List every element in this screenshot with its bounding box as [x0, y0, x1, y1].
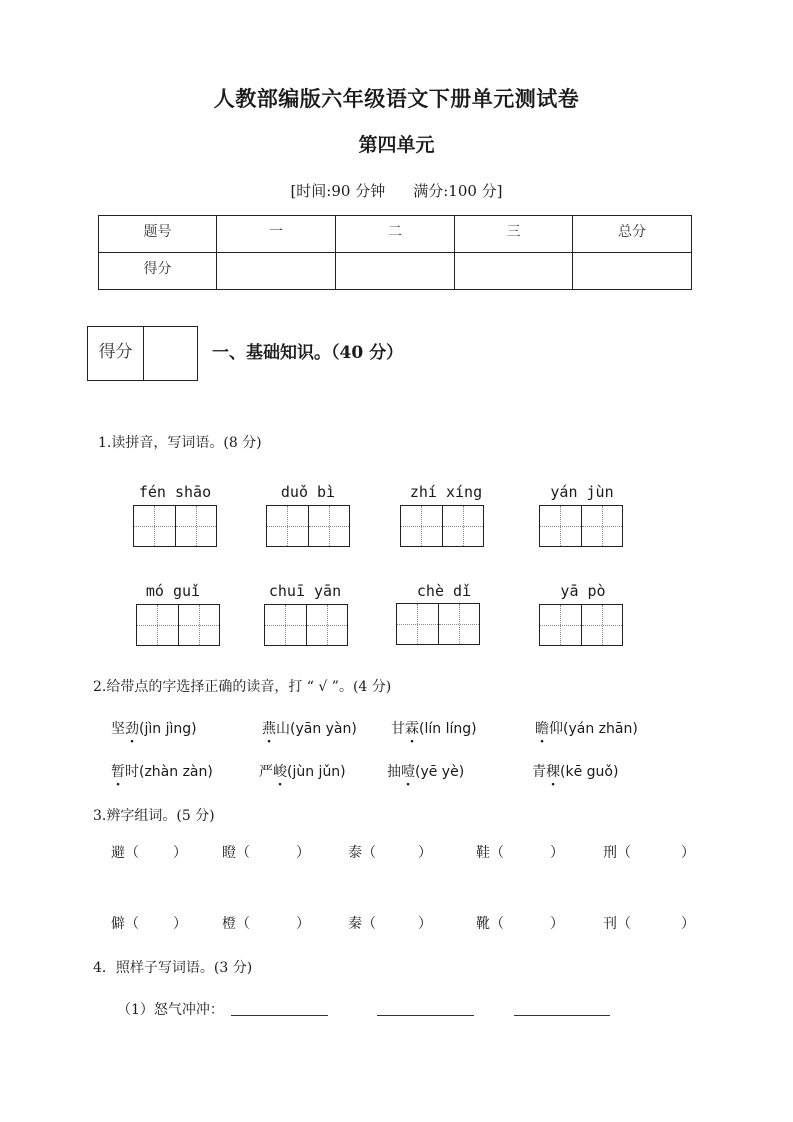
writing-grid[interactable]: [266, 505, 350, 547]
reading-options: (yān yàn): [290, 721, 357, 737]
pinyin-label: chè dǐ: [416, 582, 472, 600]
question-4-prompt: 4．照样子写词语。(3 分): [93, 960, 253, 976]
question-2-prompt: 2.给带点的字选择正确的读音，打 “ √ ”。(4 分): [93, 679, 392, 695]
reading-options: (zhàn zàn): [139, 764, 213, 780]
writing-grid[interactable]: [396, 603, 480, 645]
score-table-score-row: [99, 253, 692, 290]
answer-blank[interactable]: [377, 1001, 474, 1016]
reading-item[interactable]: 燕山(yān yàn): [262, 718, 357, 738]
pinyin-label: fén shāo: [138, 483, 212, 501]
pinyin-label: duǒ bì: [280, 483, 336, 501]
word-build-item[interactable]: 刑（ ）: [603, 845, 695, 861]
dotted-char: 暂: [111, 764, 125, 780]
word-build-item[interactable]: 泰（ ）: [348, 845, 432, 861]
header-cell: 二: [336, 216, 455, 253]
row-label: 得分: [99, 253, 217, 290]
writing-grid[interactable]: [264, 604, 348, 646]
pinyin-label: chuī yān: [268, 582, 342, 600]
score-table-header-row: [99, 216, 692, 253]
question-1-prompt: 1.读拼音，写词语。(8 分): [98, 435, 262, 451]
reading-item[interactable]: 严峻(jùn jǔn): [259, 761, 346, 781]
score-cell[interactable]: [217, 253, 336, 290]
section-score-field[interactable]: [144, 327, 197, 380]
question-4-sub1-label: （1）怒气冲冲：: [117, 1002, 224, 1018]
writing-grid[interactable]: [539, 604, 623, 646]
dotted-char: 峻: [273, 764, 287, 780]
word-build-item[interactable]: 鞋（ ）: [476, 845, 564, 861]
dotted-char: 稞: [546, 764, 560, 780]
answer-blank[interactable]: [231, 1001, 328, 1016]
section-score-label: 得分: [88, 327, 144, 380]
reading-options: (jìn jìng): [139, 721, 197, 737]
score-cell[interactable]: [573, 253, 692, 290]
pinyin-label: mó guǐ: [145, 582, 201, 600]
header-cell: 总分: [573, 216, 692, 253]
dotted-char: 瞻: [535, 721, 549, 737]
word-build-item[interactable]: 瞪（ ）: [222, 845, 310, 861]
dotted-char: 劲: [125, 721, 139, 737]
word-build-item[interactable]: 避（ ）: [111, 845, 187, 861]
score-cell[interactable]: [455, 253, 573, 290]
full-score-label: 满分:100 分]: [413, 182, 503, 200]
writing-grid[interactable]: [136, 604, 220, 646]
reading-item[interactable]: 暂时(zhàn zàn): [111, 761, 213, 781]
writing-grid[interactable]: [539, 505, 623, 547]
word-build-item[interactable]: 僻（ ）: [111, 916, 187, 932]
pinyin-label: yán jùn: [550, 483, 614, 501]
reading-options: (lín líng): [419, 721, 477, 737]
writing-grid[interactable]: [400, 505, 484, 547]
exam-meta: [0, 180, 793, 201]
pinyin-label: yā pò: [560, 582, 606, 600]
reading-options: (jùn jǔn): [287, 764, 346, 780]
word-build-item[interactable]: 秦（ ）: [348, 916, 432, 932]
reading-item[interactable]: 坚劲(jìn jìng): [111, 718, 197, 738]
unit-title: 第四单元: [358, 134, 435, 156]
header-cell: 三: [455, 216, 573, 253]
paper-title: 人教部编版六年级语文下册单元测试卷: [213, 86, 580, 111]
time-label: [时间:90 分钟: [290, 182, 386, 200]
section-score-box: [87, 326, 198, 381]
word-build-item[interactable]: 橙（ ）: [222, 916, 310, 932]
question-3-prompt: 3.辨字组词。(5 分): [93, 808, 215, 824]
reading-options: (kē guǒ): [560, 764, 619, 780]
dotted-char: 燕: [262, 721, 276, 737]
writing-grid[interactable]: [133, 505, 217, 547]
reading-options: (yē yè): [415, 764, 465, 780]
header-cell: 题号: [99, 216, 217, 253]
word-build-item[interactable]: 刊（ ）: [603, 916, 695, 932]
reading-item[interactable]: 青稞(kē guǒ): [532, 761, 618, 781]
reading-item[interactable]: 瞻仰(yán zhān): [535, 718, 638, 738]
word-build-item[interactable]: 靴（ ）: [476, 916, 564, 932]
dotted-char: 霖: [405, 721, 419, 737]
header-cell: 一: [217, 216, 336, 253]
reading-item[interactable]: 甘霖(lín líng): [391, 718, 477, 738]
score-table: [98, 215, 692, 290]
answer-blank[interactable]: [514, 1001, 610, 1016]
dotted-char: 噎: [401, 764, 415, 780]
reading-item[interactable]: 抽噎(yē yè): [387, 761, 464, 781]
section-title: 一、基础知识。（40 分）: [212, 343, 404, 363]
score-cell[interactable]: [336, 253, 455, 290]
reading-options: (yán zhān): [563, 721, 638, 737]
pinyin-label: zhí xíng: [409, 483, 483, 501]
